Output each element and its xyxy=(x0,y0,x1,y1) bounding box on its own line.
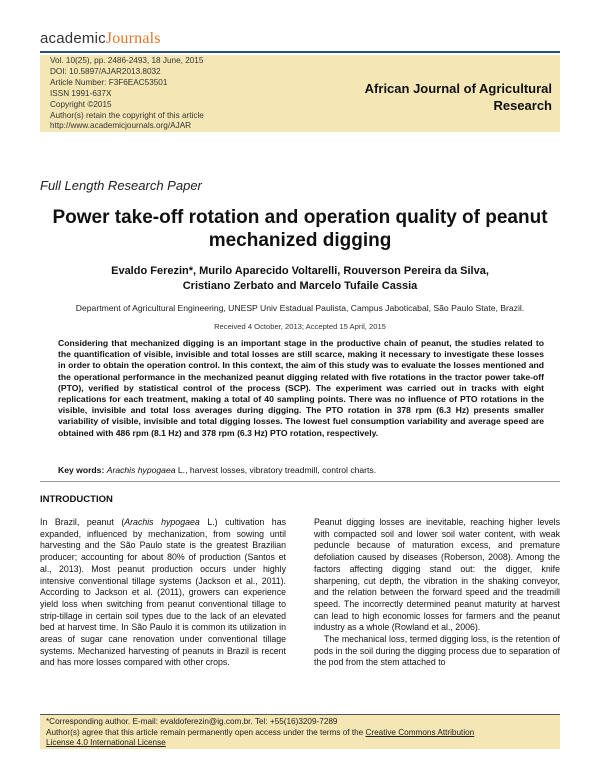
meta-doi: DOI: 10.5897/AJAR2013.8032 xyxy=(50,66,161,76)
license-line xyxy=(46,728,474,739)
right-column xyxy=(314,517,560,669)
authors-line2: Cristiano Zerbato and Marcelo Tufaile Cassia xyxy=(182,280,418,292)
keywords-label: Key words: xyxy=(58,465,105,475)
license-line-2 xyxy=(46,738,474,749)
intro-p1-species: Arachis hypogaea xyxy=(124,517,200,527)
left-column xyxy=(40,517,286,669)
abstract: Considering that mechanized digging is an important stage in the productive chain of peanut, the studies related to the quantification of visible, invisible and total losses are still scarce, making it necessary to investigate these losses in order to obtain the operation control. In this context, the aim of this study was to evaluate the losses mentioned and the operational performance in the mechanized peanut digging related with five rotations in the tractor power take-off (PTO), verified by statistical control of the process (SCP). The experiment was carried out in tracks with eight replications for each treatment, making a total of 40 sampling points. There was no influence of PTO rotations in the visible, invisible and total loss averages during digging. The PTO rotation in 378 rpm (6.3 Hz) presents smaller variability of visible, invisible and total digging losses. The lowest fuel consumption variability and average speed are obtained with 486 rpm (8.1 Hz) and 378 rpm (6.3 Hz) PTO rotation, respectively. xyxy=(58,338,544,438)
journal-name-line1: African Journal of Agricultural xyxy=(364,81,552,96)
logo-academic: academic xyxy=(40,30,106,47)
publisher-logo xyxy=(40,30,161,48)
title-line2: mechanized digging xyxy=(208,230,392,251)
meta-copyright: Copyright ©2015 xyxy=(50,99,112,109)
authors-line1: Evaldo Ferezin*, Murilo Aparecido Voltarelli, Rouverson Pereira da Silva, xyxy=(111,265,489,277)
meta-url[interactable]: http://www.academicjournals.org/AJAR xyxy=(50,121,192,131)
author-list xyxy=(40,264,560,294)
title-line1: Power take-off rotation and operation quality of peanut xyxy=(52,207,548,228)
meta-volume: Vol. 10(25), pp. 2486-2493, 18 June, 2015 xyxy=(50,56,204,65)
license-link-2[interactable]: License 4.0 International License xyxy=(46,738,166,748)
paper-type: Full Length Research Paper xyxy=(40,178,202,193)
keywords-rest: L., harvest losses, vibratory treadmill, control charts. xyxy=(175,465,377,475)
intro-paragraph-2: Peanut digging losses are inevitable, reaching higher levels with compacted soil and lower soil water content, with weak peduncle because of maturation excess, and premature defoliation caused by diseases (Roberson, 2008). Among the factors affecting digging stand out: the digger, knife sharpening, cut depth, the vibration in the shaking conveyor, and the relation between the forward speed and the treadmill speed. The incorrectly determined peanut maturity at harvest can lead to high economic losses for farmers and the peanut industry as a whole (Rowland et al., 2006). xyxy=(314,517,560,633)
intro-paragraph-1 xyxy=(40,517,286,669)
journal-name xyxy=(342,80,552,114)
journal-name-line2: Research xyxy=(493,98,552,113)
footnote-box xyxy=(40,714,560,749)
intro-p1-rest: L.) cultivation has expanded, influenced by mechanization, from sowing until harvesting and the São Paulo state is the greatest Brazilian producer; accounting for about 80% of production (Santos et al., 2013). Most peanut production occurs under highly intensive conventional tillage systems (Jackson et al., 2011). According to Jackson et al. (2011), growers can experience yield loss when switching from peanut conventional tillage to strip-tillage in certain soil types due to the lack of an elevated bed at harvest time. In São Paulo it is common its utilization in areas of sugar cane renovation under conventional tillage systems. Mechanized harvesting of peanuts in Brazil is recent and has more losses compared with other crops. xyxy=(40,517,286,668)
introduction-heading: INTRODUCTION xyxy=(40,494,113,505)
footnote xyxy=(46,717,474,749)
meta-rights: Author(s) retain the copyright of this article xyxy=(50,110,204,120)
intro-paragraph-3: The mechanical loss, termed digging loss, is the retention of pods in the soil during the digging process due to separation of the pod from the stem attached to xyxy=(314,634,560,668)
keywords-species: Arachis hypogaea xyxy=(106,465,176,475)
paper-title xyxy=(40,206,560,252)
section-divider xyxy=(40,481,560,482)
license-text: Author(s) agree that this article remain permanently open access under the terms of the xyxy=(46,727,366,737)
intro-p1-start: In Brazil, peanut ( xyxy=(40,517,125,527)
header-rule xyxy=(40,51,560,53)
meta-article-number: Article Number: F3F6EAC53501 xyxy=(50,77,168,87)
article-info-box xyxy=(40,55,560,132)
meta-issn: ISSN 1991-637X xyxy=(50,88,112,98)
logo-journals: Journals xyxy=(105,30,161,47)
affiliation: Department of Agricultural Engineering, UNESP Univ Estadual Paulista, Campus Jaboticabal, São Paulo State, Brazil. xyxy=(75,303,525,313)
keywords xyxy=(58,465,544,475)
corresponding-author: *Corresponding author. E-mail: evaldoferezin@ig.com.br. Tel: +55(16)3209-7289 xyxy=(46,717,338,726)
article-meta xyxy=(50,56,204,132)
license-link-1[interactable]: Creative Commons Attribution xyxy=(365,727,475,737)
received-dates: Received 4 October, 2013; Accepted 15 April, 2015 xyxy=(214,322,386,331)
